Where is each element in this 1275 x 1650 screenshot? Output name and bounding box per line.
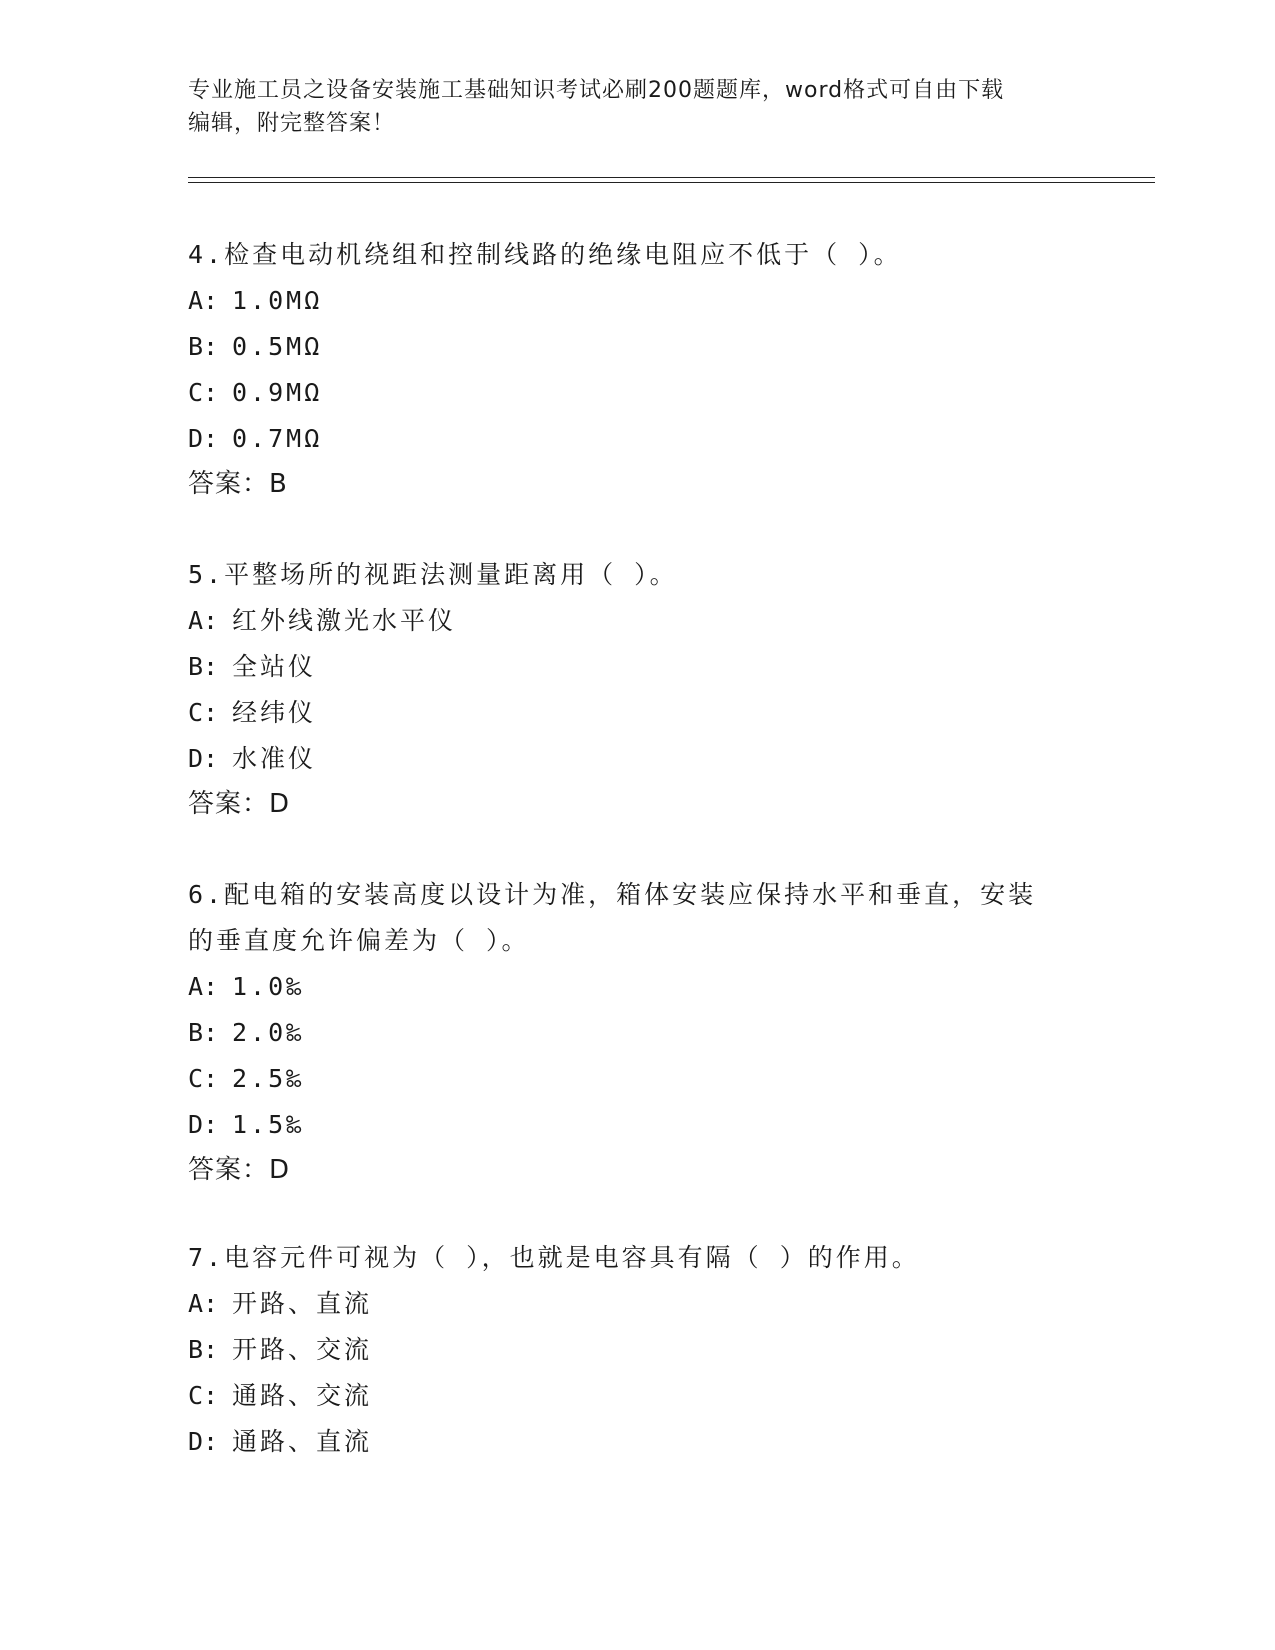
option-text: 水准仪 xyxy=(232,744,317,773)
option-c xyxy=(188,690,1088,736)
option-text: 0.7MΩ xyxy=(232,424,323,453)
option-text: 2.5‰ xyxy=(232,1064,305,1093)
option-d xyxy=(188,416,1088,462)
option-label: D: xyxy=(188,424,219,453)
option-label: A: xyxy=(188,286,219,315)
option-c xyxy=(188,1373,1088,1419)
option-text: 开路、直流 xyxy=(232,1289,373,1318)
option-text: 2.0‰ xyxy=(232,1018,305,1047)
question-stem: 7.电容元件可视为（ ），也就是电容具有隔（ ）的作用。 xyxy=(188,1243,920,1272)
option-label: B: xyxy=(188,1335,219,1364)
option-label: C: xyxy=(188,378,219,407)
question-6 xyxy=(188,872,1088,1192)
option-b xyxy=(188,1010,1088,1056)
option-label: A: xyxy=(188,1289,219,1318)
option-b xyxy=(188,644,1088,690)
question-4 xyxy=(188,232,1088,506)
answer: 答案：D xyxy=(188,1155,291,1185)
option-text: 0.9MΩ xyxy=(232,378,323,407)
document-header xyxy=(188,74,1088,140)
option-label: C: xyxy=(188,698,219,727)
header-line-2: 编辑，附完整答案！ xyxy=(188,111,396,136)
header-line-1: 专业施工员之设备安装施工基础知识考试必刷200题题库，word格式可自由下载 xyxy=(188,78,1005,103)
option-label: D: xyxy=(188,744,219,773)
option-label: D: xyxy=(188,1427,219,1456)
question-stem: 4.检查电动机绕组和控制线路的绝缘电阻应不低于（ ）。 xyxy=(188,240,902,269)
option-text: 通路、直流 xyxy=(232,1427,373,1456)
question-stem: 5.平整场所的视距法测量距离用（ ）。 xyxy=(188,560,678,589)
option-a xyxy=(188,278,1088,324)
option-label: D: xyxy=(188,1110,219,1139)
option-label: A: xyxy=(188,606,219,635)
option-d xyxy=(188,736,1088,782)
option-label: B: xyxy=(188,332,219,361)
option-text: 开路、交流 xyxy=(232,1335,373,1364)
option-label: B: xyxy=(188,652,219,681)
option-a xyxy=(188,964,1088,1010)
option-label: C: xyxy=(188,1381,219,1410)
option-text: 1.0MΩ xyxy=(232,286,323,315)
option-label: B: xyxy=(188,1018,219,1047)
option-d xyxy=(188,1419,1088,1465)
header-divider-top xyxy=(188,177,1155,178)
option-b xyxy=(188,324,1088,370)
question-stem: 6.配电箱的安装高度以设计为准，箱体安装应保持水平和垂直，安装的垂直度允许偏差为（ ）。 xyxy=(188,880,1037,955)
option-text: 红外线激光水平仪 xyxy=(232,606,457,635)
header-divider-bottom xyxy=(188,182,1155,183)
option-d xyxy=(188,1102,1088,1148)
option-label: A: xyxy=(188,972,219,1001)
question-5 xyxy=(188,552,1088,826)
option-text: 全站仪 xyxy=(232,652,317,681)
option-text: 1.5‰ xyxy=(232,1110,305,1139)
option-text: 经纬仪 xyxy=(232,698,317,727)
answer: 答案：D xyxy=(188,789,291,819)
option-c xyxy=(188,1056,1088,1102)
option-text: 0.5MΩ xyxy=(232,332,323,361)
answer: 答案：B xyxy=(188,469,288,499)
option-c xyxy=(188,370,1088,416)
option-text: 通路、交流 xyxy=(232,1381,373,1410)
question-7 xyxy=(188,1235,1088,1465)
option-a xyxy=(188,598,1088,644)
option-label: C: xyxy=(188,1064,219,1093)
option-text: 1.0‰ xyxy=(232,972,305,1001)
option-b xyxy=(188,1327,1088,1373)
option-a xyxy=(188,1281,1088,1327)
